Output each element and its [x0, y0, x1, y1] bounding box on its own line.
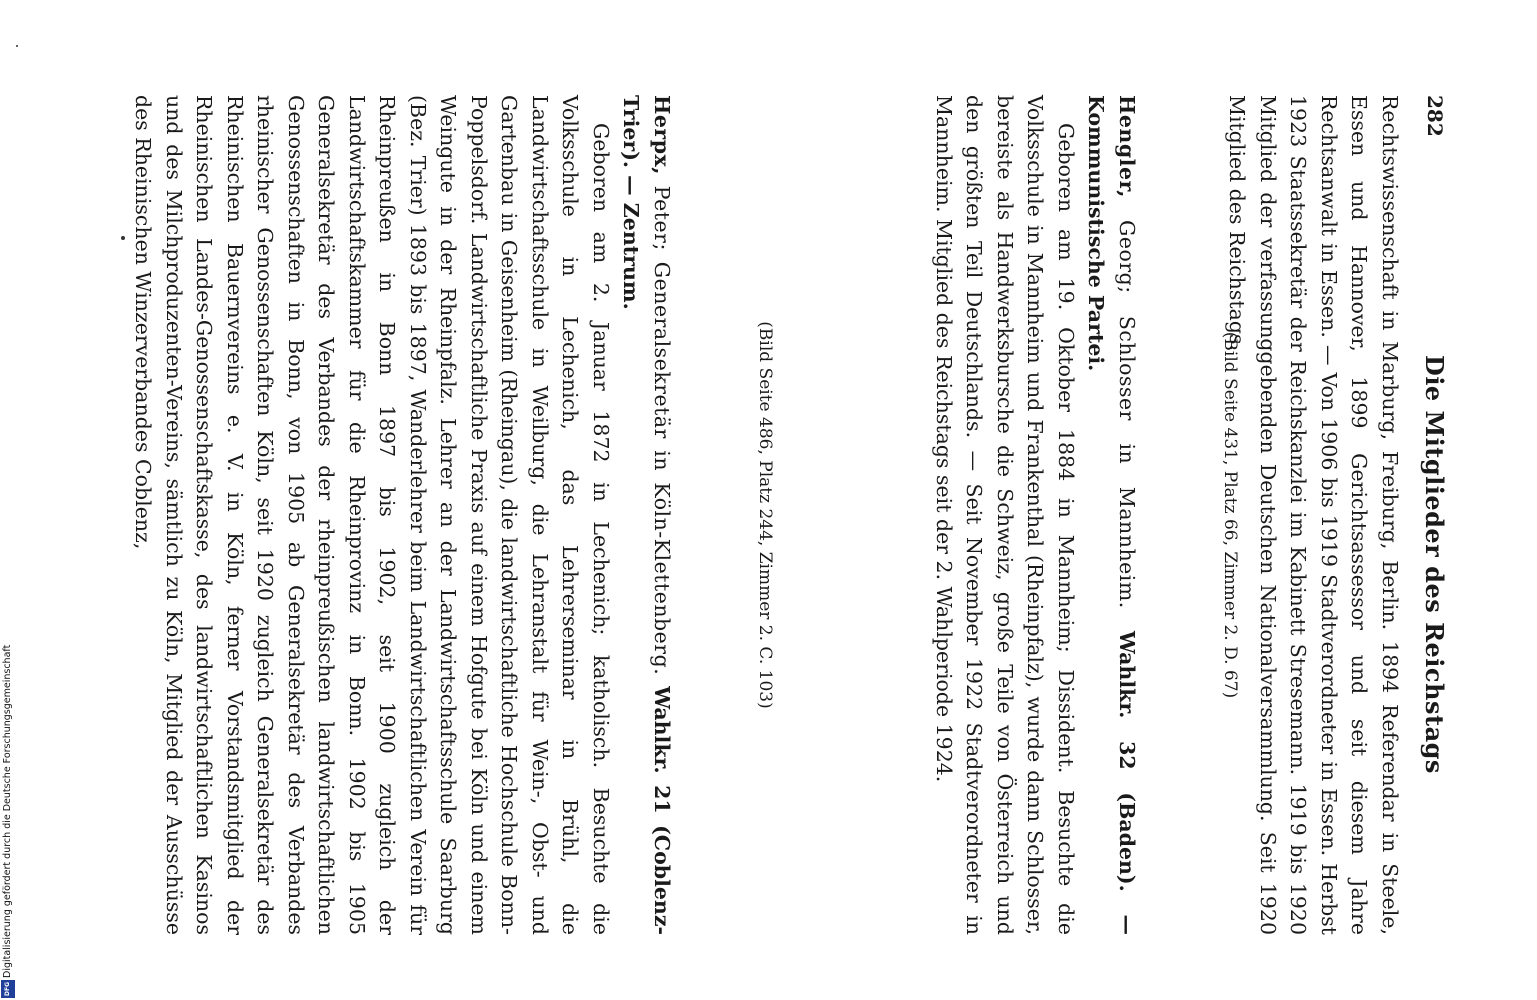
- entry-occupation: Schlosser in Mannheim.: [1115, 315, 1139, 609]
- entry-given-name: Peter;: [650, 185, 674, 251]
- entry-reference: (Bild Seite 486, Platz 244, Zimmer 2. C. 103): [755, 321, 775, 709]
- hengler-reference-block: [753, 95, 777, 935]
- entry-heading: [1081, 95, 1142, 935]
- print-speck: [16, 45, 18, 47]
- entry-surname: Hengler,: [1115, 95, 1139, 198]
- entry-occupation: Generalsekretär in Köln-Klettenberg.: [650, 261, 674, 676]
- entry-herpx: [128, 95, 677, 935]
- dfg-logo-icon: [1, 980, 15, 998]
- entry-given-name: Georg;: [1115, 220, 1139, 294]
- entry-constituency: Wahlkr. 32 (Baden). — Kommunistische Partei.: [1084, 95, 1139, 935]
- digitization-credit-text: Digitalisierung gefördert durch die Deutsche Forschungsgemeinschaft: [2, 644, 13, 978]
- running-title: Die Mitglieder des Reichstags: [1420, 355, 1449, 774]
- print-speck: [121, 236, 125, 240]
- entry-heading: [616, 95, 677, 935]
- entry-hengler: [929, 95, 1143, 935]
- page-header: [1417, 95, 1447, 935]
- entry-constituency: Wahlkr. 21 (Coblenz-Trier). — Zentrum.: [619, 95, 674, 935]
- entry-surname: Herpx,: [650, 95, 674, 175]
- entry-biography: Geboren am 2. Januar 1872 in Lechenich; katholisch. Besuchte die Volksschule in Lechenich, das Lehrerseminar in Brühl, die Landwirtschaftsschule in Weilburg, die Lehranstalt für Wein-, Obst- und Gartenbau in Geisenheim (Rheingau), die landwirtschaftliche Hochschule Bonn-Poppelsdorf. Landwirtschaftliche Praxis auf einem Hofgute bei Köln und einem Weingute in der Rheinpfalz. Lehrer an der Landwirtschaftsschule Saarburg (Bez. Trier) 1893 bis 1897, Wanderlehrer beim Landwirtschaftlichen Verein für Rheinpreußen in Bonn 1897 bis 1902, seit 1900 zugleich der Landwirtschaftskammer für die Rheinprovinz in Bonn. 1902 bis 1905 Generalsekretär des Verbandes der rheinpreußischen landwirtschaftlichen Genossenschaften in Bonn, von 1905 ab Generalsekretär des Verbandes rheinischer Genossenschaften Köln, seit 1920 zugleich Generalsekretär des Rheinischen Bauernvereins e. V. in Köln, ferner Vorstandsmitglied der Rheinischen Landes-Genossenschaftskasse, des landwirtschaftlichen Kasinos und des Milchproduzenten-Vereins, sämtlich zu Köln, Mitglied der Ausschüsse des Rheinischen Winzerverbandes Coblenz,: [131, 95, 613, 935]
- entry-biography: Geboren am 19. Oktober 1884 in Mannheim; Dissident. Besuchte die Volksschule in Mannheim und Frankenthal (Rheinpfalz), wurde dann Schlosser, bereiste als Handwerksbursche die Schweiz, große Teile von Österreich und den größten Teil Deutschlands. — Seit November 1922 Stadtverordneter in Mannheim. Mitglied des Reichstags seit der 2. Wahlperiode 1924.: [932, 95, 1078, 935]
- dfg-logo-label: DFG: [4, 981, 12, 997]
- page-number: 282: [1423, 95, 1447, 137]
- intro-paragraph: Rechtswissenschaft in Marburg, Freiburg, Berlin. 1894 Referendar in Steele, Essen und Hannover, 1899 Gerichtsassessor und seit diesem Jahre Rechtsanwalt in Essen. — Von 1906 bis 1919 Stadtverordneter in Essen. Herbst 1923 Staatssekretär der Reichskanzlei im Kabinett Stresemann. 1919 bis 1920 Mitglied der verfassunggebenden Deutschen Nationalversammlung. Seit 1920 Mitglied des Reichstags.: [1225, 95, 1402, 935]
- intro-paragraph-block: [1222, 95, 1405, 935]
- intro-reference: (Bild Seite 431, Platz 66, Zimmer 2. D. 67): [1220, 331, 1240, 699]
- intro-reference-block: [1218, 95, 1242, 935]
- digitization-credit-strip: [0, 608, 16, 998]
